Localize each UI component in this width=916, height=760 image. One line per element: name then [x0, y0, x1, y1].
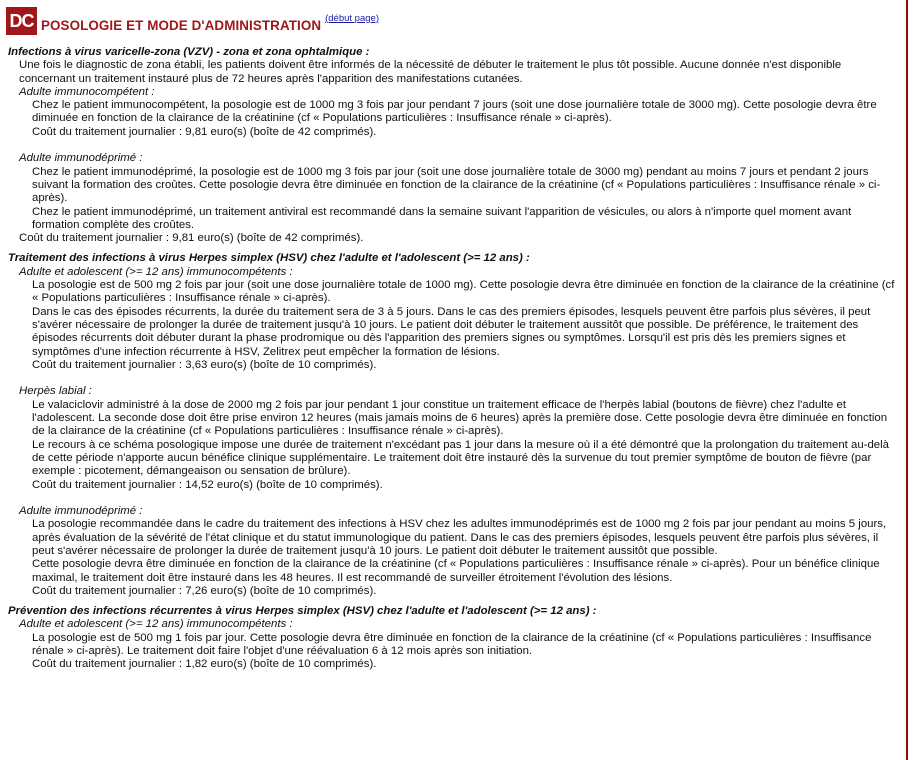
hsv-adult-text-2: Dans le cas des épisodes récurrents, la durée du traitement sera de 3 à 5 jours. Dans le cas des premiers épisodes, lesquels peuvent être parfois plus sévères, il peut s'avérer nécessaire de prolonger la durée de traitement jusqu'à 10 jours. Le patient doit débuter le traitement aussitôt que possible. De préférence, le traitement des épisodes récurrents doit débuter durant la phase prodromique ou dès l'apparition des premiers signes ou symptômes. Lorsqu'il est pris dès les premiers signes et symptômes d'une infection récurrente à HSV, Zelitrex peut empêcher la formation de lésions.: [32, 305, 871, 358]
hsv-labial-cost: Coût du traitement journalier : 14,52 euro(s) (boîte de 10 comprimés).: [32, 478, 383, 491]
vzv-immunocompetent-text: Chez le patient immunocompétent, la posologie est de 1000 mg 3 fois par jour pendant 7 jours (soit une dose journalière totale de 3000 mg). Cette posologie devra être diminuée en fonction de la clairance de la créatinine (cf « Populations particulières : Insuffisance rénale » ci-après).: [32, 99, 877, 125]
hsv-heading: Traitement des infections à virus Herpes simplex (HSV) chez l'adulte et l'adolescent (>= 12 ans) :: [8, 252, 530, 265]
section-content: [8, 46, 898, 672]
prevention-adult-label: Adulte et adolescent (>= 12 ans) immunocompétents :: [19, 618, 293, 631]
back-to-top-link[interactable]: (début page): [325, 12, 379, 24]
section-title: POSOLOGIE ET MODE D'ADMINISTRATION: [41, 17, 322, 33]
vzv-immunocompetent-label: Adulte immunocompétent :: [19, 85, 155, 98]
hsv-immunodeprime-text-1: La posologie recommandée dans le cadre du traitement des infections à HSV chez les adultes immunodéprimés est de 1000 mg 2 fois par jour pendant au moins 5 jours, après évaluation de la sévérité de l'état clinique et du statut immunologique du patient. Dans le cas des premiers épisodes, lesquels peuvent être parfois plus sévères, il peut s'avérer nécessaire de prolonger la durée de traitement jusqu'à 10 jours. Le patient doit débuter le traitement aussitôt que possible.: [32, 518, 887, 557]
prevention-heading: Prévention des infections récurrentes à virus Herpes simplex (HSV) chez l'adulte et l'adolescent (>= 12 ans) :: [8, 605, 597, 618]
hsv-immunodeprime-label: Adulte immunodéprimé :: [19, 505, 143, 518]
vzv-immunodeprime-text-1: Chez le patient immunodéprimé, la posologie est de 1000 mg 3 fois par jour (soit une dose journalière totale de 3000 mg) pendant au moins 7 jours et pendant 2 jours suivant la formation des croûtes. Cette posologie devra être diminuée en fonction de la clairance de la créatinine (cf « Populations particulières : Insuffisance rénale » ci-après).: [32, 165, 881, 205]
prevention-adult-text: La posologie est de 500 mg 1 fois par jour. Cette posologie devra être diminuée en fonction de la clairance de la créatinine (cf « Populations particulières : Insuffisance rénale » ci-après). Le traitement doit faire l'objet d'une réévaluation 6 à 12 mois après son initiation.: [32, 631, 872, 658]
vzv-immunodeprime-text-2: Chez le patient immunodéprimé, un traitement antiviral est recommandé dans la semaine suivant l'apparition de vésicules, ou alors à n'importe quel moment avant formation complète des croûtes.: [32, 205, 852, 231]
vzv-immunocompetent-cost: Coût du traitement journalier : 9,81 euro(s) (boîte de 42 comprimés).: [32, 125, 377, 138]
hsv-labial-text-2: Le recours à ce schéma posologique impose une durée de traitement n'excédant pas 1 jour dans la mesure où il a été démontré que la prolongation du traitement au-delà de cette période n'apporte aucun bénéfice clinique supplémentaire. Le traitement doit être instauré dès la survenue du tout premier symptôme de bouton de fièvre (par exemple : picotement, démangeaison ou sensation de brûlure).: [32, 438, 890, 478]
prevention-adult-cost: Coût du traitement journalier : 1,82 euro(s) (boîte de 10 comprimés).: [32, 658, 377, 671]
hsv-labial-label: Herpès labial :: [19, 385, 92, 398]
section-header: [6, 7, 379, 35]
dc-badge-icon: DC: [6, 7, 37, 35]
hsv-adult-label: Adulte et adolescent (>= 12 ans) immunocompétents :: [19, 265, 293, 278]
hsv-adult-cost: Coût du traitement journalier : 3,63 euro(s) (boîte de 10 comprimés).: [32, 358, 377, 371]
hsv-immunodeprime-text-2: Cette posologie devra être diminuée en fonction de la clairance de la créatinine (cf « Populations particulières : Insuffisance rénale » ci-après). Pour un bénéfice clinique maximal, le traitement doit être instauré dans les 48 heures. Il est recommandé de surveiller étroitement l'évolution des lésions.: [32, 558, 880, 584]
hsv-labial-text-1: Le valaciclovir administré à la dose de 2000 mg 2 fois par jour pendant 1 jour constitue un traitement efficace de l'herpès labial (boutons de fièvre) chez l'adulte et l'adolescent. La seconde dose doit être prise environ 12 heures (mais jamais moins de 6 heures) après la première dose. Cette posologie devra être diminuée en fonction de la clairance de la créatinine (cf « Populations particulières : Insuffisance rénale » ci-après).: [32, 398, 888, 438]
vzv-immunodeprime-cost: Coût du traitement journalier : 9,81 euro(s) (boîte de 42 comprimés).: [19, 232, 364, 245]
hsv-immunodeprime-cost: Coût du traitement journalier : 7,26 euro(s) (boîte de 10 comprimés).: [32, 584, 377, 597]
vzv-intro: Une fois le diagnostic de zona établi, les patients doivent être informés de la nécessité de débuter le traitement le plus tôt possible. Aucune donnée n'est disponible concernant un traitement instauré plus de 72 heures après l'apparition des manifestations cutanées.: [19, 59, 842, 85]
vzv-immunodeprime-label: Adulte immunodéprimé :: [19, 152, 143, 165]
hsv-adult-text-1: La posologie est de 500 mg 2 fois par jour (soit une dose journalière totale de 1000 mg). Cette posologie devra être diminuée en fonction de la clairance de la créatinine (cf « Populations particulières : Insuffisance rénale » ci-après).: [32, 279, 895, 305]
vzv-heading: Infections à virus varicelle-zona (VZV) - zona et zona ophtalmique :: [8, 46, 370, 58]
